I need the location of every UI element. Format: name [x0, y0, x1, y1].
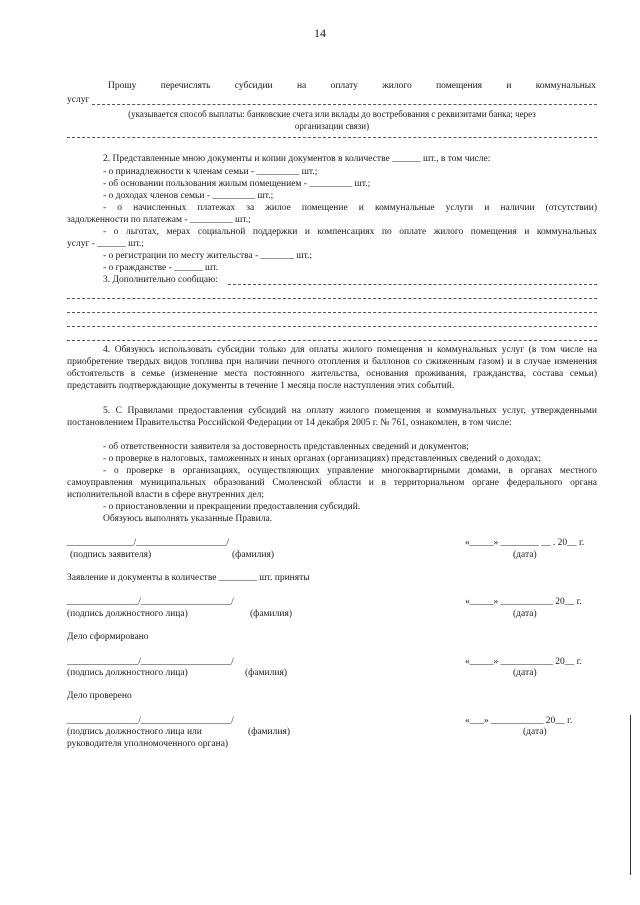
additional-info-line[interactable]	[67, 340, 597, 341]
request-word: коммунальных	[535, 81, 596, 91]
document-item: задолженности по платежам - _________ шт.;	[67, 215, 251, 225]
additional-info-label: 3. Дополнительно сообщаю:	[103, 275, 218, 285]
request-line-2-label: услуг	[67, 95, 90, 105]
document-item: - о регистрации по месту жительства - _______ шт.;	[103, 251, 313, 261]
additional-info-line[interactable]	[67, 312, 597, 313]
additional-info-field[interactable]	[228, 284, 597, 285]
request-word: субсидии	[234, 81, 273, 91]
rules-item: - о проверке в организациях, осуществляющих управление многоквартирными домами, в органах местного самоуправления муниципальных образований Смоленской области и в территориальном органе федерального органа исполнительной власти в сфере внутренних дел;	[67, 466, 597, 500]
document-item: - о начисленных платежах за жилое помещение и коммунальные услуги и наличии (отсутствии)	[103, 203, 597, 213]
rules-item: - об ответственности заявителя за достоверность представленных сведений и документов;	[103, 442, 469, 452]
formed-signature-field[interactable]: _______________/___________________/	[67, 657, 234, 667]
formed-signature-label: (подпись должностного лица)	[67, 668, 188, 678]
document-item: - об основании пользования жилым помещением - _________ шт.;	[103, 179, 371, 189]
additional-info-line[interactable]	[67, 326, 597, 327]
applicant-date-label: (дата)	[513, 550, 537, 560]
formed-heading: Дело сформировано	[67, 632, 149, 642]
pledge-text: Обязуюсь выполнять указанные Правила.	[103, 514, 273, 524]
request-word: на	[296, 81, 307, 91]
document-item: - о принадлежности к членам семьи - _________ шт.;	[103, 167, 318, 177]
document-item: услуг - ______ шт.;	[67, 239, 144, 249]
checked-signature-label-2: руководителя уполномоченного органа)	[67, 739, 229, 749]
checked-date-label: (дата)	[523, 727, 547, 737]
checked-signature-label: (подпись должностного лица или	[67, 727, 202, 737]
applicant-name-label: (фамилия)	[232, 550, 274, 560]
formed-date-field[interactable]: «_____» ___________ 20__ г.	[465, 657, 582, 667]
accepted-heading: Заявление и документы в количестве ________ шт. приняты	[67, 573, 310, 583]
document-item: - о льготах, мерах социальной поддержки и компенсациях по оплате жилого помещения и коммунальных	[103, 227, 597, 237]
payment-hint-1: (указывается способ выплаты: банковские счета или вклады до востребования с реквизитами банка; через	[128, 109, 536, 119]
accepted-date-label: (дата)	[513, 609, 537, 619]
document-item: - о гражданстве - ______ шт.	[103, 263, 219, 273]
accepted-name-label: (фамилия)	[250, 609, 292, 619]
additional-info-line[interactable]	[67, 298, 597, 299]
request-line-1	[108, 80, 596, 92]
document-item: - о доходах членов семьи - _________ шт.;	[103, 191, 274, 201]
checked-date-field[interactable]: «___» ___________ 20__ г.	[465, 716, 573, 726]
request-word: помещения	[436, 81, 483, 91]
formed-date-label: (дата)	[513, 668, 537, 678]
payment-method-field[interactable]	[92, 104, 597, 105]
accepted-date-field[interactable]: «_____» ___________ 20__ г.	[465, 597, 582, 607]
payment-hint-2: организации связи)	[294, 121, 370, 131]
request-word: и	[506, 81, 512, 91]
blank-line[interactable]	[67, 137, 597, 138]
checked-name-label: (фамилия)	[248, 727, 290, 737]
section-4-text: 4. Обязуюсь использовать субсидии только для оплаты жилого помещения и коммунальных услуг (в том числе на приобретение твердых видов топлива при наличии печного отопления и баллонов со сжиженным газом) и в случае изменения обстоятельств в семье (изменение места постоянного жительства, основания проживания, гражданства, состава семьи) представить подтверждающие документы в течение 1 месяца после наступления этих событий.	[67, 345, 597, 391]
page-number: 14	[314, 26, 326, 40]
accepted-signature-label: (подпись должностного лица)	[67, 609, 188, 619]
section-5-text: 5. С Правилами предоставления субсидий на оплату жилого помещения и коммунальных услуг, утвержденными постановлением Правительства Российской Федерации от 14 декабря 2005 г. № 761, ознакомлен, в том числе:	[67, 406, 597, 428]
checked-heading: Дело проверено	[67, 691, 132, 701]
documents-count-line: 2. Представленные мною документы и копии документов в количестве ______ шт., в том числе:	[103, 154, 491, 164]
rules-item: - о проверке в налоговых, таможенных и иных органах (организациях) представленных сведений о доходах;	[103, 454, 542, 464]
scan-edge-line	[630, 715, 631, 875]
accepted-signature-field[interactable]: _______________/___________________/	[67, 597, 234, 607]
rules-item: - о приостановлении и прекращении предоставления субсидий.	[103, 502, 361, 512]
applicant-date-field[interactable]: «_____» ________ __ . 20__ г.	[465, 538, 585, 548]
applicant-signature-label: (подпись заявителя)	[70, 550, 152, 560]
request-word: жилого	[382, 81, 412, 91]
formed-name-label: (фамилия)	[245, 668, 287, 678]
request-word: перечислять	[160, 81, 211, 91]
request-word: Прошу	[108, 81, 137, 91]
applicant-signature-field[interactable]: ______________/___________________/	[67, 538, 230, 548]
request-word: оплату	[330, 81, 358, 91]
checked-signature-field[interactable]: _______________/___________________/	[67, 716, 234, 726]
